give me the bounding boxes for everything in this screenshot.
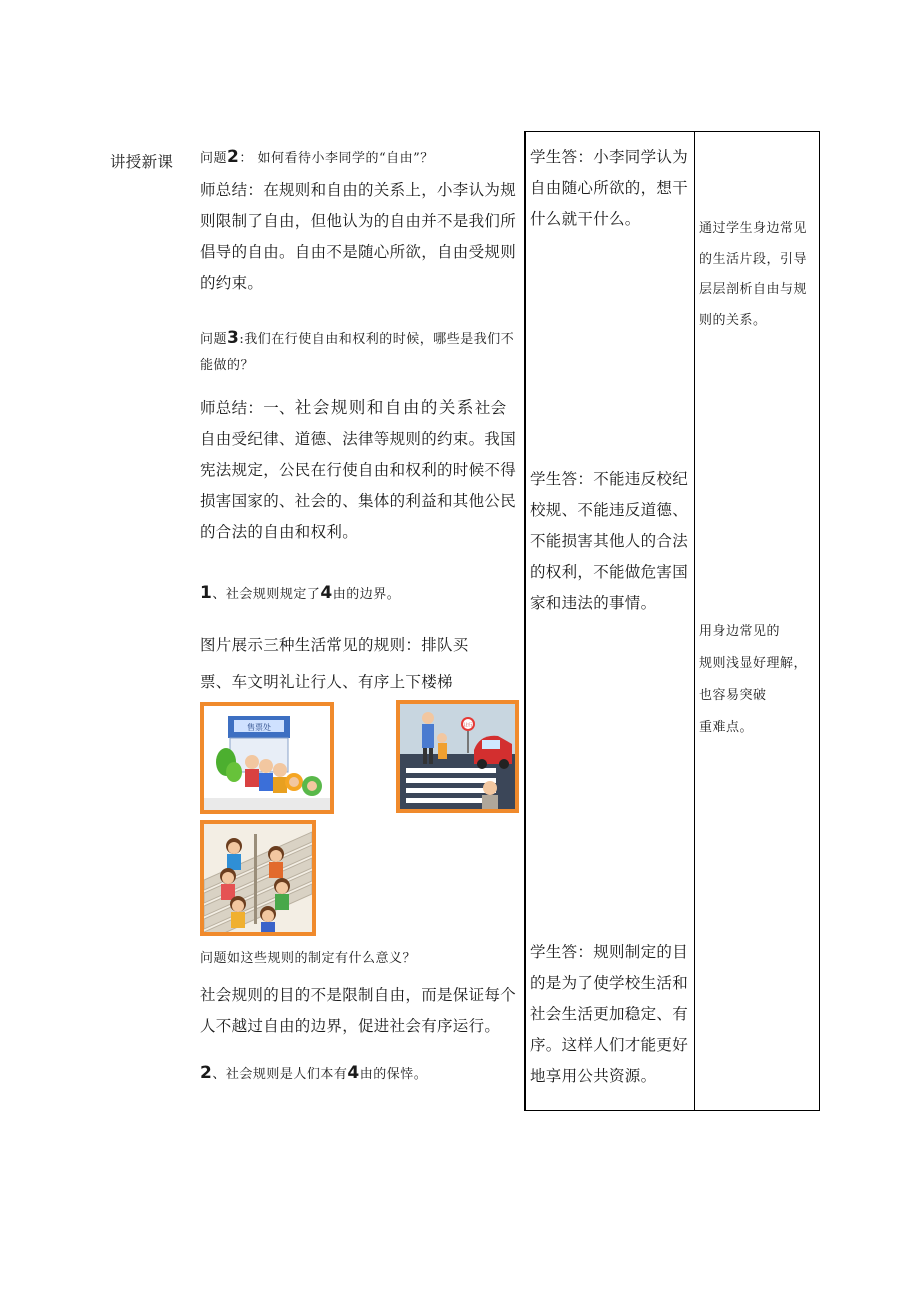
crosswalk-illustration <box>400 704 515 809</box>
design-note-1: 通过学生身边常见的生活片段，引导层层剖析自由与规则的关系。 <box>699 221 808 328</box>
queue-illustration <box>204 706 330 810</box>
answer-text: 社会规则的目的不是限制自由，而是保证每个人不越过自由的边界，促进社会有序运行。 <box>200 986 517 1035</box>
table-right-border <box>819 131 820 1111</box>
question-3: 问题3:我们在行使自由和权利的时候，哪些是我们不能做的？ <box>200 328 515 373</box>
queue-ticket-image <box>200 702 334 814</box>
student-answer-2: 学生答：不能违反校纪校规、不能违反道德、不能损害其他人的合法的权利，不能做危害国家和违法的事情。 <box>530 470 689 612</box>
stairs-image <box>200 820 316 936</box>
table-left-border <box>524 131 526 1111</box>
student-answer-3: 学生答：规则制定的目的是为了使学校生活和社会生活更加稳定、有序。这样人们才能更好地享用公共资源。 <box>530 943 689 1085</box>
road-sign-text: 让行 <box>463 723 473 729</box>
section-heading: 社会规则和自由的关系 <box>294 398 475 417</box>
student-answer-1: 学生答：小李同学认为自由随心所欲的，想干什么就干什么。 <box>530 148 689 228</box>
question-2: 问题2： 如何看待小李同学的“自由”？ <box>200 147 434 167</box>
table-top-border <box>524 131 820 132</box>
pictures-intro: 图片展示三种生活常见的规则：排队买票、车文明礼让行人、有序上下楼梯 <box>200 636 469 691</box>
design-note-2: 用身边常见的 规则浅显好理解， 也容易突破 重难点。 <box>699 624 808 735</box>
queue-sign-text: 售票处 <box>247 723 271 732</box>
teacher-summary-2: 师总结：一、社会规则和自由的关系社会自由受纪律、道德、法律等规则的约束。我国宪法规定，公民在行使自由和权利的时候不得损害国家的、社会的、集体的利益和其他公民的合法的自由和权利。 <box>200 398 517 541</box>
table-bottom-border <box>524 1110 820 1111</box>
section-label: 讲授新课 <box>110 153 174 171</box>
question-4: 问题如这些规则的制定有什么意义？ <box>200 951 417 966</box>
teacher-summary-1: 师总结：在规则和自由的关系上，小李认为规则限制了自由，但他认为的自由并不是我们所倡导的自由。自由不是随心所欲，自由受规则的约束。 <box>200 181 517 292</box>
stairs-illustration <box>204 824 312 932</box>
point-2: 2、社会规则是人们本有4由的保悻。 <box>200 1063 428 1083</box>
crosswalk-image <box>396 700 519 813</box>
point-1: 1、社会规则规定了4由的边界。 <box>200 583 401 603</box>
